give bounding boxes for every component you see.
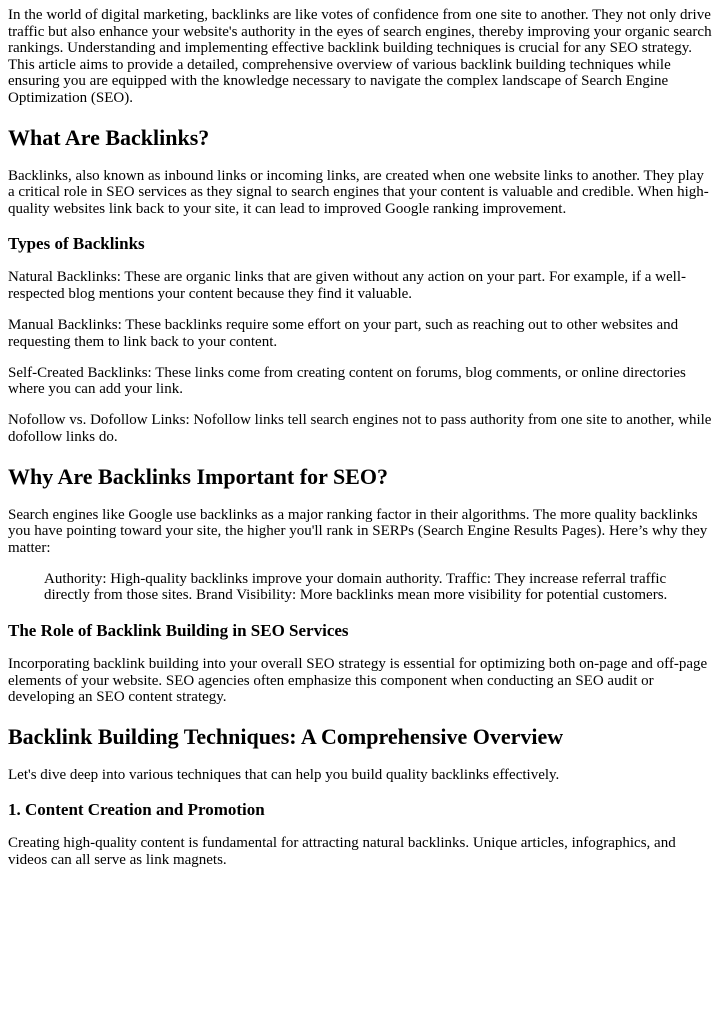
why-important-quote: Authority: High-quality backlinks improve your domain authority. Traffic: They increase referral traffic directly from those sites. Brand Visibility: More backlinks mean more visibility for potential customers. <box>44 570 668 604</box>
content-creation-paragraph: Creating high-quality content is fundamental for attracting natural backlinks. Unique articles, infographics, and videos can all serve as link magnets. <box>8 835 676 869</box>
type-nofollow-paragraph: Nofollow vs. Dofollow Links: Nofollow links tell search engines not to pass authority from one site to another, while dofollow links do. <box>8 412 712 445</box>
heading-role-of-backlink-building: The Role of Backlink Building in SEO Services <box>8 621 349 641</box>
role-paragraph: Incorporating backlink building into your overall SEO strategy is essential for optimizing both on-page and off-page elements of your website. SEO agencies often emphasize this component when conducting an SEO audit or developing an SEO content strategy. <box>8 656 708 706</box>
heading-techniques-overview: Backlink Building Techniques: A Comprehensive Overview <box>8 723 564 749</box>
heading-content-creation: 1. Content Creation and Promotion <box>8 800 265 820</box>
heading-what-are-backlinks: What Are Backlinks? <box>8 124 210 150</box>
type-natural-paragraph: Natural Backlinks: These are organic links that are given without any action on your part. For example, if a well-respected blog mentions your content because they find it valuable. <box>8 269 686 302</box>
techniques-paragraph: Let's dive deep into various techniques that can help you build quality backlinks effectively. <box>8 766 560 783</box>
type-manual-paragraph: Manual Backlinks: These backlinks require some effort on your part, such as reaching out to other websites and requesting them to link back to your content. <box>8 317 679 350</box>
heading-why-important: Why Are Backlinks Important for SEO? <box>8 463 388 489</box>
intro-paragraph: In the world of digital marketing, backlinks are like votes of confidence from one site to another. They not only drive traffic but also enhance your website's authority in the eyes of search engines, thereby improving your organic search rankings. Understanding and implementing effective backlink building techniques is crucial for any SEO strategy. This article aims to provide a detailed, comprehensive overview of various backlink building techniques while ensuring you are equipped with the knowledge necessary to navigate the complex landscape of Search Engine Optimization (SEO). <box>8 7 712 106</box>
why-important-paragraph: Search engines like Google use backlinks as a major ranking factor in their algorithms. The more quality backlinks you have pointing toward your site, the higher you'll rank in SERPs (Search Engine Results Pages). Here’s why they matter: <box>8 506 708 556</box>
heading-types-of-backlinks: Types of Backlinks <box>8 234 145 254</box>
type-self-created-paragraph: Self-Created Backlinks: These links come from creating content on forums, blog comments, or online directories where you can add your link. <box>8 364 686 398</box>
what-are-backlinks-paragraph: Backlinks, also known as inbound links or incoming links, are created when one website links to another. They play a critical role in SEO services as they signal to search engines that your content is valuable and credible. When high-quality websites link back to your site, it can lead to improved Google ranking improvement. <box>8 167 709 217</box>
